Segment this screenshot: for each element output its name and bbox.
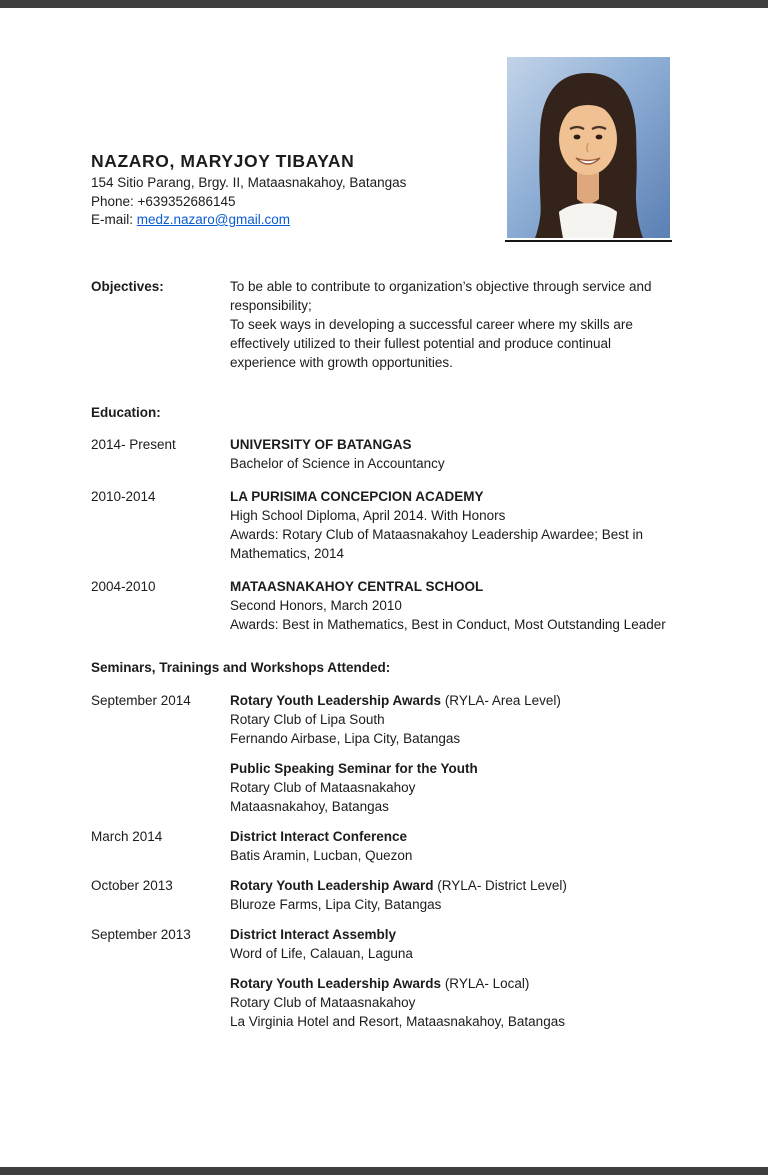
entry-line: Second Honors, March 2010: [230, 597, 402, 613]
entry-title-suffix: (RYLA- District Level): [433, 877, 567, 893]
entry-detail: [230, 759, 677, 816]
entry-detail: [230, 974, 677, 1031]
entry-line: Mataasnakahoy, Batangas: [230, 798, 389, 814]
seminar-entry: [91, 759, 677, 816]
entry-line: Word of Life, Calauan, Laguna: [230, 945, 413, 961]
email-link[interactable]: medz.nazaro@gmail.com: [136, 212, 291, 227]
entry-title-suffix: (RYLA- Local): [441, 975, 530, 991]
seminar-entry: [91, 691, 677, 748]
address-line: 154 Sitio Parang, Brgy. II, Mataasnakahoy, Batangas: [91, 175, 407, 190]
photo-underline: [505, 240, 672, 242]
objectives-text: [230, 277, 677, 372]
entry-title-line: [230, 827, 677, 846]
entry-period: 2014- Present: [91, 436, 176, 452]
seminar-entry: [91, 827, 677, 865]
entry-line: Batis Aramin, Lucban, Quezon: [230, 847, 413, 863]
entry-line: Rotary Club of Mataasnakahoy: [230, 779, 416, 795]
entry-line: Awards: Best in Mathematics, Best in Conduct, Most Outstanding Leader: [230, 616, 666, 632]
seminar-entry: [91, 974, 677, 1031]
entry-line: La Virginia Hotel and Resort, Mataasnakahoy, Batangas: [230, 1013, 565, 1029]
entry-period: March 2014: [91, 828, 163, 844]
entry-title: District Interact Conference: [230, 828, 408, 844]
entry-period: 2004-2010: [91, 578, 156, 594]
entry-detail: [230, 691, 677, 748]
entry-period: September 2013: [91, 926, 191, 942]
portrait-photo: [507, 57, 670, 238]
entry-line: High School Diploma, April 2014. With Honors: [230, 507, 506, 523]
email-label: E-mail:: [91, 212, 137, 227]
education-heading: Education:: [91, 404, 161, 420]
entry-title-line: [230, 759, 677, 778]
objectives-section: [91, 277, 677, 372]
viewer-top-bar: [0, 0, 768, 8]
entry-detail: [230, 827, 677, 865]
entry-line: Bluroze Farms, Lipa City, Batangas: [230, 896, 442, 912]
entry-title-line: [230, 974, 677, 993]
entry-detail: [230, 487, 677, 563]
education-entry: [91, 577, 677, 634]
entry-period: September 2014: [91, 692, 191, 708]
seminar-entry: [91, 925, 677, 963]
entry-line: Fernando Airbase, Lipa City, Batangas: [230, 730, 461, 746]
entry-title-line: [230, 691, 677, 710]
entry-title: Public Speaking Seminar for the Youth: [230, 760, 478, 776]
entry-line: Rotary Club of Mataasnakahoy: [230, 994, 416, 1010]
entry-period: October 2013: [91, 877, 173, 893]
entry-line: Rotary Club of Lipa South: [230, 711, 385, 727]
education-entry: [91, 435, 677, 473]
objectives-paragraph: To be able to contribute to organization’s objective through service and responsibility;: [230, 278, 652, 313]
entry-detail: [230, 876, 677, 914]
resume-content: [0, 150, 768, 1031]
entry-title: Rotary Youth Leadership Awards: [230, 692, 442, 708]
entry-title: Rotary Youth Leadership Awards: [230, 975, 442, 991]
entry-title-line: [230, 876, 677, 895]
education-entries: [91, 435, 677, 634]
seminar-entry: [91, 876, 677, 914]
entry-title: LA PURISIMA CONCEPCION ACADEMY: [230, 488, 484, 504]
candidate-name: NAZARO, MARYJOY TIBAYAN: [91, 151, 355, 171]
phone-line: Phone: +639352686145: [91, 193, 236, 209]
viewer-bottom-bar: [0, 1167, 768, 1175]
entry-title: District Interact Assembly: [230, 926, 397, 942]
entry-line: Awards: Rotary Club of Mataasnakahoy Leadership Awardee; Best in Mathematics, 2014: [230, 526, 643, 561]
entry-detail: [230, 435, 677, 473]
entry-title: MATAASNAKAHOY CENTRAL SCHOOL: [230, 578, 484, 594]
entry-title: Rotary Youth Leadership Award: [230, 877, 434, 893]
entry-period: 2010-2014: [91, 488, 156, 504]
entry-line: Bachelor of Science in Accountancy: [230, 455, 445, 471]
entry-detail: [230, 925, 677, 963]
resume-page: [0, 8, 768, 1167]
objectives-heading: Objectives:: [91, 278, 164, 294]
seminars-entries: [91, 691, 677, 1031]
seminars-heading: Seminars, Trainings and Workshops Attended:: [91, 659, 391, 675]
objectives-paragraph: To seek ways in developing a successful career where my skills are effectively utilized to their fullest potential and produce continual experience with growth opportunities.: [230, 316, 633, 370]
entry-title-suffix: (RYLA- Area Level): [441, 692, 561, 708]
entry-title: UNIVERSITY OF BATANGAS: [230, 436, 412, 452]
entry-title-line: [230, 925, 677, 944]
education-entry: [91, 487, 677, 563]
entry-detail: [230, 577, 677, 634]
photo-container: [507, 57, 670, 238]
